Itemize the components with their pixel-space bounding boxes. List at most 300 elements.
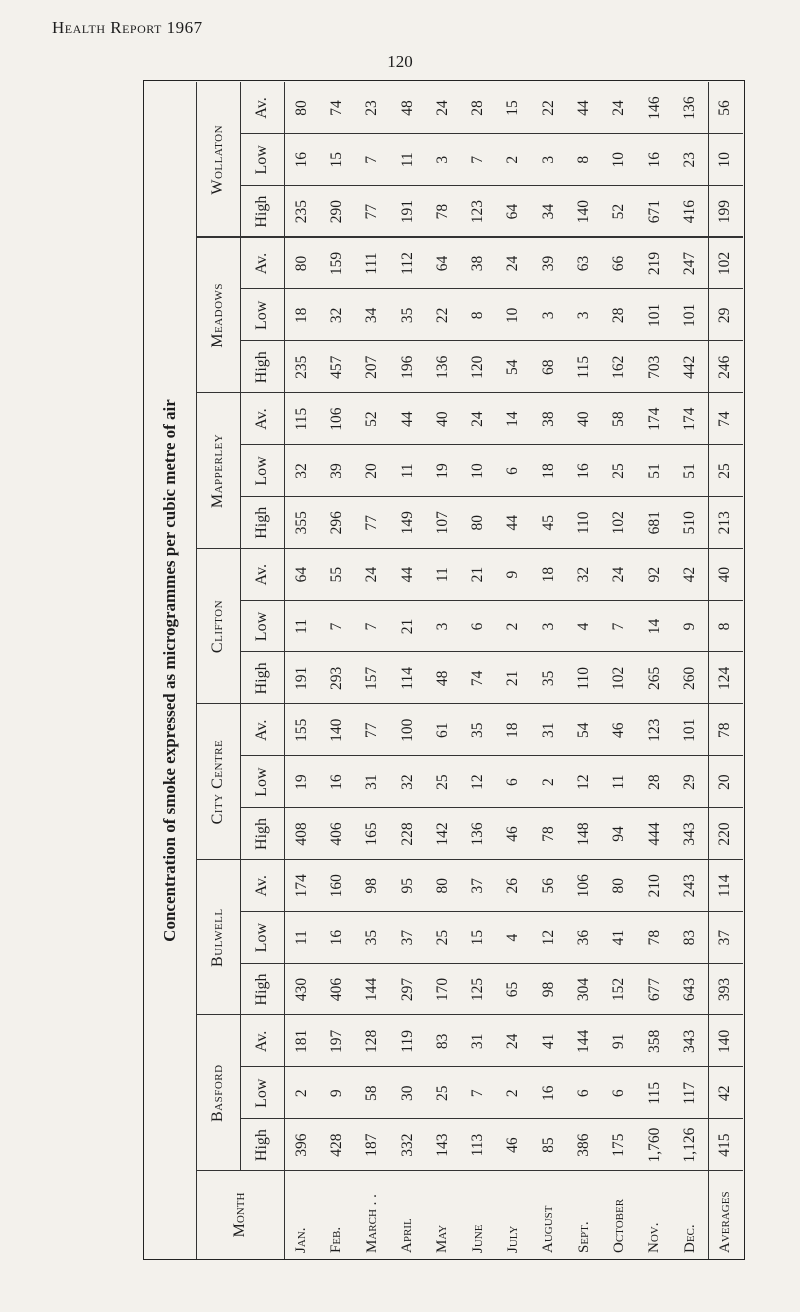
table-cell: 293	[327, 666, 345, 690]
table-cell: 39	[539, 255, 557, 272]
table-cell: 23	[363, 100, 381, 116]
table-cell: 16	[645, 152, 663, 168]
table-cell: 9	[327, 1089, 345, 1098]
table-cell: 265	[645, 666, 663, 690]
site-header: Meadows	[209, 282, 226, 348]
table-cell: 44	[398, 411, 416, 427]
table-cell: 21	[469, 566, 487, 583]
table-cell: 65	[504, 981, 522, 998]
table-cell: 11	[433, 567, 451, 583]
table-cell: 162	[610, 355, 628, 379]
table-cell: 18	[539, 463, 557, 479]
table-cell: 40	[716, 566, 734, 583]
table-cell: 442	[681, 355, 699, 379]
table-cell: 66	[610, 255, 628, 272]
table-cell: 35	[398, 307, 416, 324]
table-cell: 21	[504, 670, 522, 687]
table-cell: 7	[469, 1089, 487, 1098]
table-cell: 160	[327, 874, 345, 898]
table-cell: 416	[681, 200, 699, 224]
table-cell: 199	[716, 200, 734, 224]
table-cell: 52	[363, 411, 381, 427]
table-cell: 110	[575, 667, 593, 690]
table-cell: 29	[681, 774, 699, 790]
table-cell: 393	[716, 977, 734, 1002]
table-cell: 110	[575, 511, 593, 535]
table-cell: 102	[610, 666, 628, 690]
table-cell: 14	[504, 411, 522, 427]
table-cell: 235	[292, 200, 310, 224]
table-cell: 355	[292, 511, 310, 535]
table-cell: 2	[504, 1089, 522, 1098]
table-cell: 32	[398, 774, 416, 790]
table-cell: 235	[292, 355, 310, 379]
table-cell: 136	[433, 355, 451, 379]
table-cell: 14	[645, 618, 663, 635]
table-cell: 296	[327, 511, 345, 535]
column-label: Low	[253, 456, 270, 486]
table-cell: 415	[716, 1133, 734, 1157]
table-cell: 78	[645, 929, 663, 946]
table-cell: 16	[327, 774, 345, 790]
table-cell: 3	[575, 311, 593, 320]
column-label: Low	[253, 1078, 270, 1108]
table-cell: 125	[469, 977, 487, 1002]
column-label: Av.	[253, 564, 270, 586]
table-cell: 28	[469, 100, 487, 116]
month-label: April	[399, 1218, 416, 1253]
month-label: July	[504, 1225, 521, 1253]
table-cell: 54	[504, 359, 522, 375]
table-cell: 77	[363, 203, 381, 220]
table-cell: 48	[398, 100, 416, 116]
table-cell: 18	[504, 722, 522, 738]
site-header: Mapperley	[209, 433, 226, 509]
table-cell: 94	[610, 826, 628, 842]
month-label: May	[434, 1224, 451, 1253]
table-cell: 37	[398, 929, 416, 946]
smoke-table	[143, 80, 745, 1260]
table-cell: 24	[504, 1033, 522, 1050]
table-cell: 32	[292, 463, 310, 479]
table-cell: 98	[539, 981, 557, 998]
table-cell: 26	[504, 878, 522, 894]
table-cell: 51	[645, 463, 663, 479]
table-cell: 1,126	[681, 1127, 699, 1163]
table-cell: 210	[645, 874, 663, 898]
table-cell: 220	[716, 822, 734, 846]
column-label: Av.	[253, 1030, 270, 1053]
table-cell: 55	[327, 566, 345, 583]
table-cell: 6	[610, 1089, 628, 1098]
table-cell: 107	[433, 511, 451, 535]
table-cell: 38	[469, 255, 487, 272]
column-label: Low	[253, 923, 270, 953]
table-cell: 16	[575, 463, 593, 479]
column-label: Low	[253, 767, 270, 797]
table-cell: 1,760	[645, 1127, 663, 1163]
table-cell: 101	[681, 303, 699, 327]
column-label: High	[253, 973, 270, 1006]
table-cell: 20	[716, 774, 734, 790]
table-cell: 297	[398, 977, 416, 1002]
table-cell: 2	[504, 622, 522, 631]
month-label: Dec.	[681, 1224, 698, 1253]
table-cell: 58	[363, 1085, 381, 1101]
site-header: Bulwell	[209, 908, 226, 967]
table-cell: 35	[469, 722, 487, 738]
table-cell: 4	[575, 622, 593, 631]
table-cell: 7	[363, 622, 381, 631]
table-cell: 113	[469, 1133, 487, 1157]
table-cell: 31	[539, 722, 557, 738]
table-cell: 115	[645, 1081, 663, 1105]
table-cell: 80	[292, 100, 310, 116]
table-cell: 7	[469, 155, 487, 164]
table-cell: 243	[681, 874, 699, 898]
table-cell: 144	[575, 1029, 593, 1053]
table-cell: 12	[539, 929, 557, 946]
table-cell: 32	[327, 307, 345, 324]
table-cell: 6	[575, 1089, 593, 1098]
table-cell: 80	[469, 515, 487, 531]
table-cell: 128	[363, 1029, 381, 1053]
table-cell: 140	[327, 718, 345, 742]
table-cell: 3	[539, 622, 557, 631]
table-cell: 22	[539, 100, 557, 116]
table-cell: 123	[645, 718, 663, 742]
table-cell: 28	[645, 774, 663, 790]
table-cell: 58	[610, 411, 628, 427]
table-cell: 143	[433, 1133, 451, 1157]
column-label: High	[253, 1129, 270, 1162]
table-cell: 22	[433, 307, 451, 324]
table-cell: 80	[433, 878, 451, 894]
table-cell: 37	[469, 878, 487, 894]
table-cell: 24	[610, 566, 628, 583]
table-cell: 25	[433, 929, 451, 946]
table-cell: 37	[716, 929, 734, 946]
table-cell: 11	[292, 619, 310, 634]
table-cell: 16	[292, 152, 310, 168]
column-label: Av.	[253, 97, 270, 119]
table-cell: 124	[716, 666, 734, 690]
site-header: Wollaton	[209, 124, 226, 195]
table-cell: 10	[610, 152, 628, 168]
table-cell: 6	[469, 622, 487, 631]
table-cell: 41	[610, 929, 628, 946]
site-header: City Centre	[209, 739, 226, 825]
table-cell: 111	[363, 252, 381, 275]
table-cell: 510	[681, 511, 699, 535]
table-cell: 24	[469, 411, 487, 427]
table-cell: 149	[398, 511, 416, 535]
column-label: High	[253, 506, 270, 539]
column-label: Av.	[253, 252, 270, 275]
table-cell: 187	[363, 1133, 381, 1157]
table-cell: 40	[575, 411, 593, 427]
table-cell: 136	[469, 822, 487, 846]
table-cell: 20	[363, 463, 381, 479]
table-cell: 54	[575, 722, 593, 738]
table-cell: 98	[363, 878, 381, 894]
table-cell: 140	[575, 200, 593, 224]
site-header: Clifton	[209, 599, 226, 654]
table-cell: 170	[433, 977, 451, 1002]
column-label: High	[253, 817, 270, 850]
table-cell: 52	[610, 203, 628, 220]
table-cell: 7	[610, 622, 628, 631]
table-cell: 8	[575, 155, 593, 164]
table-cell: 165	[363, 822, 381, 846]
table-cell: 78	[433, 203, 451, 220]
table-cell: 174	[645, 407, 663, 431]
table-cell: 56	[539, 878, 557, 894]
table-cell: 123	[469, 200, 487, 224]
table-cell: 29	[716, 307, 734, 324]
table-cell: 703	[645, 355, 663, 379]
table-cell: 117	[681, 1081, 699, 1105]
table-cell: 11	[398, 152, 416, 168]
table-cell: 8	[716, 622, 734, 631]
table-cell: 41	[539, 1033, 557, 1050]
table-cell: 83	[433, 1033, 451, 1050]
table-cell: 3	[433, 155, 451, 164]
table-cell: 39	[327, 463, 345, 479]
table-cell: 10	[716, 152, 734, 168]
table-cell: 24	[433, 100, 451, 116]
table-cell: 21	[398, 618, 416, 635]
table-cell: 16	[327, 929, 345, 946]
table-cell: 115	[292, 407, 310, 431]
table-cell: 174	[681, 407, 699, 431]
table-cell: 142	[433, 822, 451, 846]
month-label: Sept.	[575, 1221, 592, 1253]
table-cell: 3	[433, 622, 451, 631]
table-cell: 25	[433, 774, 451, 790]
table-cell: 83	[681, 929, 699, 946]
table-cell: 304	[575, 977, 593, 1002]
table-cell: 35	[363, 929, 381, 946]
table-cell: 35	[539, 670, 557, 687]
table-cell: 246	[716, 355, 734, 379]
column-label: Av.	[253, 719, 270, 741]
month-label: Nov.	[646, 1222, 663, 1253]
table-cell: 191	[398, 200, 416, 224]
table-cell: 46	[504, 826, 522, 842]
table-cell: 91	[610, 1033, 628, 1050]
table-cell: 396	[292, 1133, 310, 1157]
table-cell: 115	[575, 355, 593, 379]
table-cell: 15	[327, 152, 345, 168]
table-cell: 23	[681, 152, 699, 168]
month-header: Month	[231, 1192, 248, 1238]
table-cell: 343	[681, 1029, 699, 1053]
table-cell: 74	[469, 670, 487, 687]
table-cell: 155	[292, 718, 310, 742]
table-cell: 260	[681, 666, 699, 690]
table-cell: 174	[292, 874, 310, 898]
table-cell: 9	[504, 570, 522, 579]
column-label: Av.	[253, 408, 270, 430]
table-cell: 25	[716, 463, 734, 479]
table-cell: 3	[539, 155, 557, 164]
table-cell: 144	[363, 977, 381, 1002]
table-cell: 332	[398, 1133, 416, 1157]
month-label: March . .	[363, 1194, 380, 1253]
column-label: High	[253, 195, 270, 228]
table-cell: 25	[610, 463, 628, 479]
page-number: 120	[387, 52, 413, 71]
table-cell: 19	[292, 774, 310, 790]
table-cell: 7	[327, 622, 345, 631]
table-cell: 102	[610, 511, 628, 535]
table-cell: 136	[681, 96, 699, 120]
table-cell: 406	[327, 977, 345, 1002]
column-label: Low	[253, 611, 270, 642]
table-cell: 106	[575, 874, 593, 898]
table-cell: 457	[327, 355, 345, 379]
table-cell: 42	[716, 1085, 734, 1101]
table-cell: 146	[645, 96, 663, 120]
table-cell: 46	[504, 1137, 522, 1153]
table-cell: 119	[398, 1030, 416, 1053]
table-cell: 290	[327, 200, 345, 224]
table-cell: 18	[539, 566, 557, 583]
table-cell: 114	[398, 667, 416, 690]
table-cell: 175	[610, 1133, 628, 1157]
table-cell: 408	[292, 822, 310, 846]
table-cell: 36	[575, 929, 593, 946]
table-cell: 64	[433, 255, 451, 272]
table-cell: 12	[469, 774, 487, 790]
table-cell: 100	[398, 718, 416, 742]
table-cell: 671	[645, 200, 663, 224]
table-cell: 213	[716, 511, 734, 535]
table-cell: 106	[327, 407, 345, 431]
table-cell: 32	[575, 566, 593, 583]
table-cell: 24	[610, 100, 628, 116]
table-cell: 112	[398, 252, 416, 275]
table-cell: 430	[292, 977, 310, 1002]
table-cell: 74	[716, 411, 734, 427]
table-cell: 38	[539, 411, 557, 427]
column-label: High	[253, 662, 270, 695]
table-cell: 64	[504, 203, 522, 220]
table-cell: 197	[327, 1029, 345, 1053]
table-cell: 77	[363, 515, 381, 531]
table-cell: 63	[575, 255, 593, 272]
table-cell: 114	[716, 874, 734, 898]
month-label: Averages	[716, 1191, 733, 1253]
table-cell: 30	[398, 1085, 416, 1101]
table-cell: 15	[469, 929, 487, 946]
table-cell: 228	[398, 822, 416, 846]
month-label: October	[610, 1198, 627, 1253]
table-cell: 140	[716, 1029, 734, 1053]
table-cell: 6	[504, 467, 522, 475]
table-cell: 219	[645, 251, 663, 276]
table-cell: 358	[645, 1029, 663, 1053]
table-cell: 28	[610, 307, 628, 324]
table-cell: 11	[398, 463, 416, 479]
table-cell: 677	[645, 977, 663, 1002]
table-cell: 2	[504, 155, 522, 164]
table-cell: 80	[292, 255, 310, 272]
table-cell: 78	[539, 826, 557, 842]
table-cell: 101	[681, 718, 699, 742]
table-cell: 643	[681, 977, 699, 1002]
table-cell: 148	[575, 822, 593, 846]
table-cell: 25	[433, 1085, 451, 1101]
table-cell: 152	[610, 977, 628, 1002]
table-cell: 74	[327, 100, 345, 116]
site-header: Basford	[209, 1064, 226, 1123]
table-cell: 11	[292, 930, 310, 946]
table-cell: 9	[681, 622, 699, 631]
table-cell: 247	[681, 251, 699, 276]
table-cell: 10	[504, 307, 522, 324]
table-title: Concentration of smoke expressed as microgrammes per cubic metre of air	[160, 399, 179, 942]
table-cell: 24	[363, 566, 381, 583]
table-cell: 196	[398, 355, 416, 379]
table-cell: 428	[327, 1133, 345, 1157]
table-cell: 31	[469, 1033, 487, 1050]
table-cell: 4	[504, 933, 522, 942]
table-cell: 681	[645, 511, 663, 535]
table-cell: 16	[539, 1085, 557, 1101]
table-cell: 406	[327, 822, 345, 846]
table-cell: 34	[363, 307, 381, 324]
table-cell: 46	[610, 722, 628, 738]
table-cell: 191	[292, 666, 310, 690]
month-label: June	[469, 1224, 486, 1253]
table-cell: 44	[575, 100, 593, 116]
table-cell: 40	[433, 411, 451, 427]
table-cell: 386	[575, 1133, 593, 1157]
table-cell: 85	[539, 1137, 557, 1153]
table-cell: 2	[539, 778, 557, 786]
table-cell: 181	[292, 1029, 310, 1053]
table-cell: 92	[645, 566, 663, 583]
table-cell: 42	[681, 566, 699, 583]
table-cell: 120	[469, 355, 487, 379]
table-cell: 44	[504, 515, 522, 531]
table-cell: 44	[398, 566, 416, 583]
month-label: Feb.	[328, 1226, 345, 1253]
month-label: August	[540, 1205, 557, 1253]
table-cell: 48	[433, 670, 451, 687]
table-cell: 6	[504, 778, 522, 786]
table-cell: 78	[716, 722, 734, 738]
table-cell: 102	[716, 251, 734, 276]
table-cell: 34	[539, 203, 557, 220]
table-cell: 80	[610, 878, 628, 894]
table-cell: 64	[292, 566, 310, 583]
column-label: Low	[253, 145, 270, 175]
column-label: Low	[253, 300, 270, 331]
column-label: Av.	[253, 875, 270, 897]
table-cell: 2	[292, 1089, 310, 1098]
table-cell: 68	[539, 359, 557, 375]
table-cell: 159	[327, 251, 345, 276]
table-cell: 45	[539, 515, 557, 531]
table-cell: 207	[363, 355, 381, 379]
table-cell: 77	[363, 722, 381, 738]
table-cell: 31	[363, 774, 381, 790]
table-cell: 11	[610, 774, 628, 790]
column-label: High	[253, 351, 270, 384]
